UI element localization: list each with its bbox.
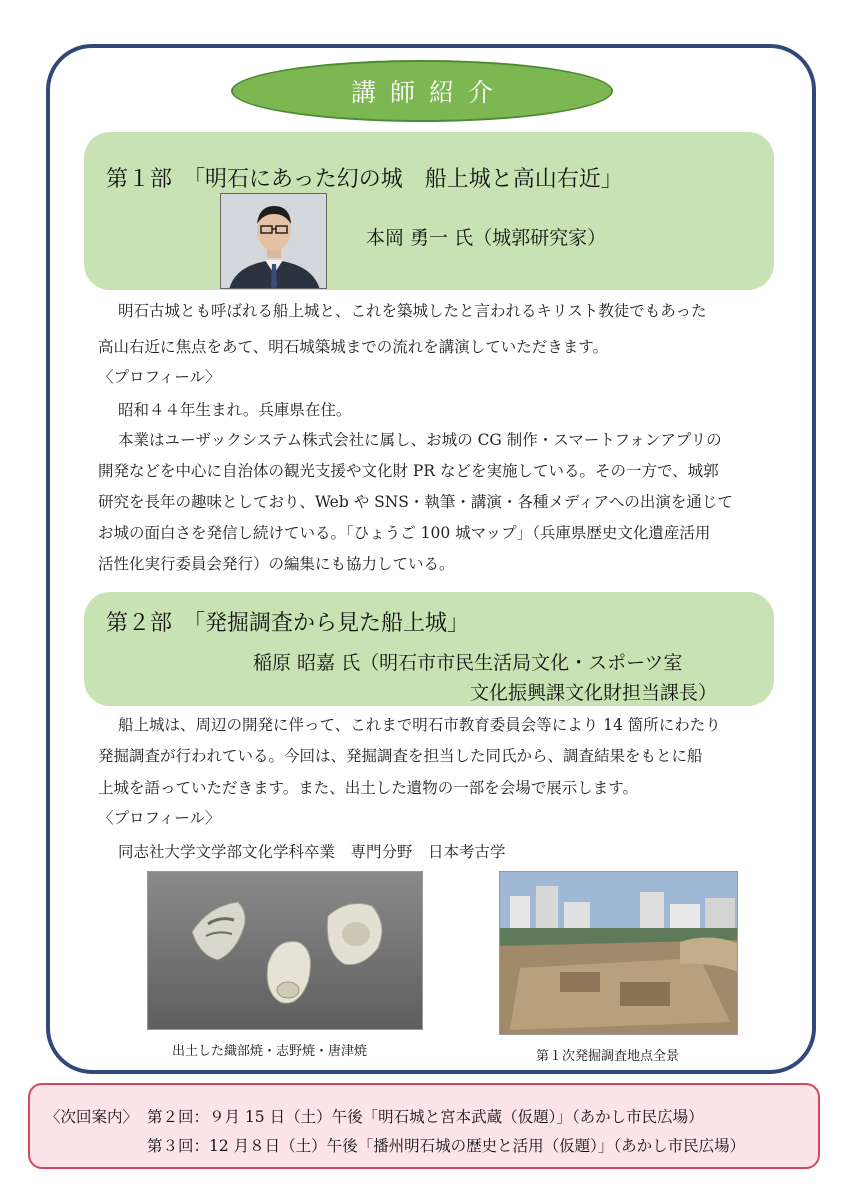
- part1-profile-line: 本業はユーザックシステム株式会社に属し、お城の CG 制作・スマートフォンアプリの: [118, 431, 722, 449]
- part1-profile-line: お城の面白さを発信し続けている。「ひょうご 100 城マップ」（兵庫県歴史文化遺産活用: [98, 524, 711, 542]
- speaker1-photo: [220, 193, 327, 289]
- part2-body-line: 上城を語っていただきます。また、出土した遺物の一部を会場で展示します。: [98, 779, 639, 797]
- speaker2-title: 文化振興課文化財担当課長）: [470, 682, 718, 704]
- part1-profile-line: 研究を長年の趣味としており、Web や SNS・執筆・講演・各種メディアへの出演を通じて: [98, 493, 733, 511]
- next-label: 〈次回案内〉: [45, 1108, 139, 1126]
- part1-profile-label: 〈プロフィール〉: [98, 368, 221, 386]
- part2-profile-line: 同志社大学文学部文化学科卒業 専門分野 日本考古学: [118, 843, 506, 861]
- part1-heading: 第１部 「明石にあった幻の城 船上城と高山右近」: [106, 167, 623, 192]
- part1-profile-line: 活性化実行委員会発行）の編集にも協力している。: [98, 555, 455, 573]
- next-event-3: 第３回：12 月８日（土）午後「播州明石城の歴史と活用（仮題）」（あかし市民広場）: [147, 1137, 746, 1155]
- part1-band: [84, 132, 774, 290]
- next-event-2: 第２回：９月 15 日（土）午後「明石城と宮本武蔵（仮題）」（あかし市民広場）: [147, 1108, 704, 1126]
- part1-profile-line: 開発などを中心に自治体の観光支援や文化財 PR などを実施している。その一方で、城郭: [98, 462, 719, 480]
- part2-profile-label: 〈プロフィール〉: [98, 809, 221, 827]
- excavation-photo: [499, 871, 738, 1035]
- part1-body-line: 高山右近に焦点をあて、明石城築城までの流れを講演していただきます。: [98, 338, 608, 356]
- speaker1-name: 本岡 勇一 氏（城郭研究家）: [366, 227, 607, 249]
- part1-body-line: 明石古城とも呼ばれる船上城と、これを築城したと言われるキリスト教徒でもあった: [118, 302, 707, 320]
- pottery-caption: 出土した織部焼・志野焼・唐津焼: [172, 1044, 368, 1059]
- part1-profile-line: 昭和４４年生まれ。兵庫県在住。: [118, 401, 352, 419]
- part2-body-line: 発掘調査が行われている。今回は、発掘調査を担当した同氏から、調査結果をもとに船: [98, 747, 703, 765]
- excavation-caption: 第１次発掘調査地点全景: [536, 1049, 680, 1064]
- part2-heading: 第２部 「発掘調査から見た船上城」: [106, 611, 470, 636]
- pottery-photo: [147, 871, 423, 1030]
- section-title: 講師紹介: [231, 60, 613, 122]
- speaker2-name: 稲原 昭嘉 氏（明石市市民生活局文化・スポーツ室: [253, 652, 683, 674]
- part2-body-line: 船上城は、周辺の開発に伴って、これまで明石市教育委員会等により 14 箇所にわたり: [118, 716, 721, 734]
